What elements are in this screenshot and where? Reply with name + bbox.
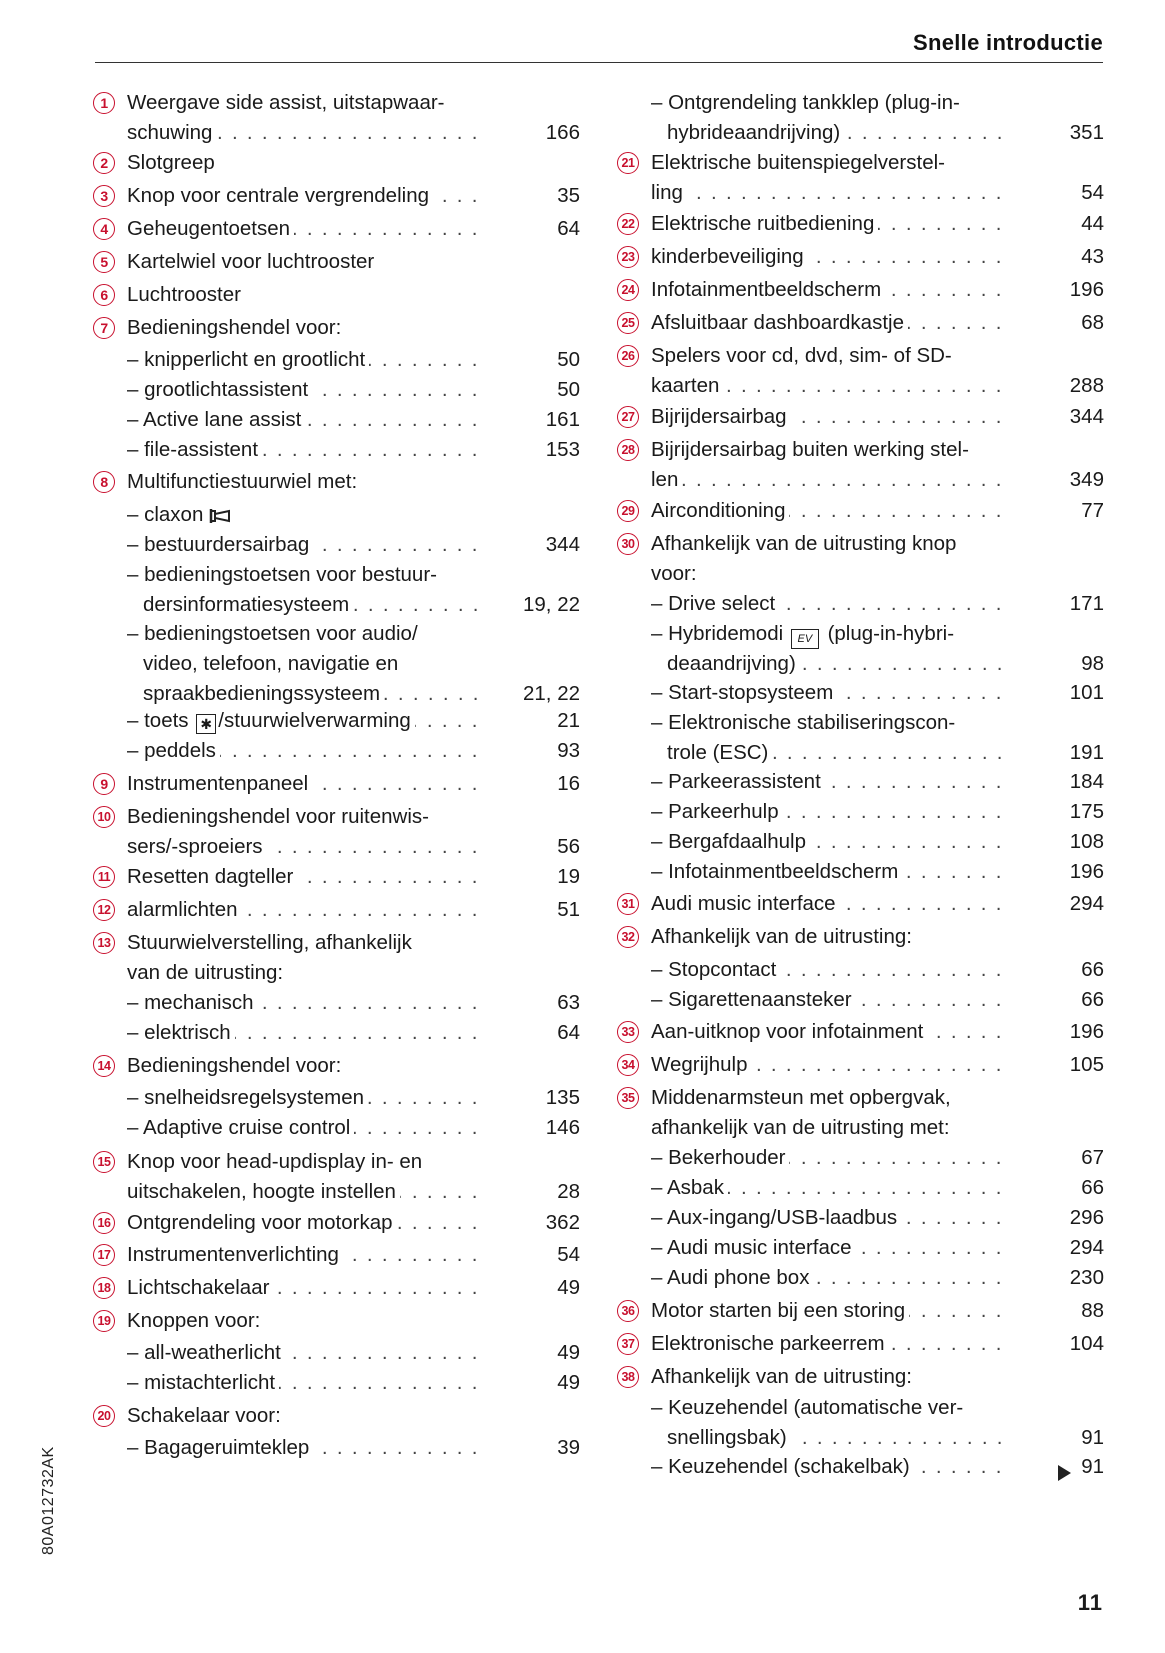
page-reference: 344	[1069, 405, 1104, 428]
entry-label: Bedieningshendel voor:	[127, 316, 345, 339]
page-reference: 77	[1081, 499, 1104, 522]
index-subentry	[617, 1203, 1104, 1233]
index-subentry	[93, 988, 580, 1018]
page-reference: 153	[545, 438, 580, 461]
callout-number-icon: 19	[93, 1310, 115, 1332]
callout-number-icon: 16	[93, 1212, 115, 1234]
page-reference: 16	[557, 772, 580, 795]
entry-label: – Ontgrendeling tankklep (plug-in-	[651, 91, 964, 114]
entry-label: – Active lane assist	[127, 408, 305, 431]
index-entry	[93, 214, 580, 244]
entry-label: – Adaptive cruise control	[127, 1116, 354, 1139]
index-subentry	[93, 619, 580, 709]
index-subentry	[93, 560, 580, 620]
index-subentry	[617, 1452, 1104, 1482]
index-entry	[617, 496, 1104, 526]
entry-label: – Parkeerassistent	[651, 770, 825, 793]
entry-label: trole (ESC)	[667, 741, 772, 764]
page-reference: 49	[557, 1371, 580, 1394]
index-subentry	[93, 1083, 580, 1113]
entry-label: Weergave side assist, uitstapwaar-	[127, 91, 449, 114]
entry-label: Ontgrendeling voor motorkap	[127, 1211, 397, 1234]
index-entry	[617, 148, 1104, 208]
callout-number-icon: 15	[93, 1151, 115, 1173]
page-reference: 19, 22	[523, 593, 580, 616]
callout-number-icon: 20	[93, 1405, 115, 1427]
index-subentry	[93, 435, 580, 465]
callout-number-icon: 13	[93, 932, 115, 954]
index-subentry	[93, 500, 580, 530]
entry-label: Infotainmentbeeldscherm	[651, 278, 885, 301]
callout-number-icon: 14	[93, 1055, 115, 1077]
page-reference: 68	[1081, 311, 1104, 334]
entry-label: – grootlichtassistent	[127, 378, 312, 401]
entry-label: hybrideaandrijving)	[667, 121, 844, 144]
page-reference: 349	[1069, 468, 1104, 491]
entry-label: snellingsbak)	[667, 1426, 791, 1449]
page-reference: 196	[1069, 1020, 1104, 1043]
page-reference: 54	[557, 1243, 580, 1266]
callout-number-icon: 2	[93, 152, 115, 174]
entry-label: – Audi phone box	[651, 1266, 813, 1289]
entry-label: Knoppen voor:	[127, 1309, 264, 1332]
index-entry	[93, 280, 580, 310]
callout-number-icon: 4	[93, 218, 115, 240]
index-subentry	[617, 797, 1104, 827]
index-subentry	[617, 767, 1104, 797]
index-entry	[617, 435, 1104, 495]
index-entry	[93, 88, 580, 148]
index-subentry	[93, 706, 580, 736]
entry-label: – Hybridemodi EV (plug-in-hybri-	[651, 622, 958, 645]
entry-label: ling	[651, 181, 687, 204]
callout-number-icon: 34	[617, 1054, 639, 1076]
index-entry	[617, 889, 1104, 919]
entry-label: Slotgreep	[127, 151, 219, 174]
entry-label: – all-weatherlicht	[127, 1341, 285, 1364]
callout-number-icon: 38	[617, 1366, 639, 1388]
index-subentry	[617, 857, 1104, 887]
page-reference: 54	[1081, 181, 1104, 204]
index-subentry	[93, 375, 580, 405]
entry-label: – snelheidsregelsystemen	[127, 1086, 368, 1109]
page-reference: 91	[1081, 1426, 1104, 1449]
callout-number-icon: 21	[617, 152, 639, 174]
index-subentry	[93, 1368, 580, 1398]
entry-label: Bijrijdersairbag buiten werking stel-	[651, 438, 973, 461]
page-reference: 146	[545, 1116, 580, 1139]
index-entry	[93, 1401, 580, 1431]
index-subentry	[93, 1433, 580, 1463]
page-reference: 104	[1069, 1332, 1104, 1355]
index-entry	[617, 1329, 1104, 1359]
page-reference: 296	[1069, 1206, 1104, 1229]
page-reference: 44	[1081, 212, 1104, 235]
entry-label: Afhankelijk van de uitrusting knop	[651, 532, 960, 555]
index-subentry	[617, 589, 1104, 619]
callout-number-icon: 24	[617, 279, 639, 301]
index-entry	[93, 467, 580, 497]
continue-arrow-icon	[1058, 1465, 1071, 1481]
index-subentry	[93, 345, 580, 375]
entry-label: – Elektronische stabiliseringscon-	[651, 711, 959, 734]
callout-number-icon: 17	[93, 1244, 115, 1266]
entry-label: Bijrijdersairbag	[651, 405, 791, 428]
index-entry	[93, 247, 580, 277]
index-entry	[93, 862, 580, 892]
callout-number-icon: 29	[617, 500, 639, 522]
page-reference: 230	[1069, 1266, 1104, 1289]
entry-label: Luchtrooster	[127, 283, 245, 306]
index-subentry	[617, 1233, 1104, 1263]
callout-number-icon: 22	[617, 213, 639, 235]
index-entry	[617, 341, 1104, 401]
index-entry	[617, 209, 1104, 239]
page-reference: 66	[1081, 1176, 1104, 1199]
index-subentry	[617, 88, 1104, 148]
page-reference: 294	[1069, 892, 1104, 915]
entry-label: afhankelijk van de uitrusting met:	[651, 1116, 954, 1139]
page-reference: 196	[1069, 278, 1104, 301]
page-reference: 63	[557, 991, 580, 1014]
callout-number-icon: 23	[617, 246, 639, 268]
callout-number-icon: 10	[93, 806, 115, 828]
page-reference: 66	[1081, 988, 1104, 1011]
callout-number-icon: 9	[93, 773, 115, 795]
entry-label: – Bekerhouder	[651, 1146, 789, 1169]
page-reference: 362	[545, 1211, 580, 1234]
entry-label: Knop voor centrale vergrendeling	[127, 184, 433, 207]
ev-mode-icon: EV	[791, 629, 819, 649]
entry-label: Afhankelijk van de uitrusting:	[651, 1365, 916, 1388]
page-reference: 21, 22	[523, 682, 580, 705]
index-subentry	[617, 1263, 1104, 1293]
entry-label: – mistachterlicht	[127, 1371, 279, 1394]
page-reference: 98	[1081, 652, 1104, 675]
page-reference: 56	[557, 835, 580, 858]
entry-label: Multifunctiestuurwiel met:	[127, 470, 361, 493]
index-subentry	[617, 678, 1104, 708]
entry-label: schuwing	[127, 121, 216, 144]
entry-label: Instrumentenpaneel	[127, 772, 312, 795]
page-reference: 175	[1069, 800, 1104, 823]
index-entry	[617, 308, 1104, 338]
callout-number-icon: 37	[617, 1333, 639, 1355]
callout-number-icon: 18	[93, 1277, 115, 1299]
entry-label: Knop voor head-updisplay in- en	[127, 1150, 426, 1173]
entry-label: – Sigarettenaansteker	[651, 988, 856, 1011]
index-entry	[617, 922, 1104, 952]
index-subentry	[617, 827, 1104, 857]
index-entry	[93, 1147, 580, 1207]
page-reference: 19	[557, 865, 580, 888]
entry-label: – claxon	[127, 503, 237, 526]
callout-number-icon: 3	[93, 185, 115, 207]
index-entry	[617, 275, 1104, 305]
entry-label: Instrumentenverlichting	[127, 1243, 343, 1266]
callout-number-icon: 27	[617, 406, 639, 428]
page-reference: 108	[1069, 830, 1104, 853]
entry-label: Afhankelijk van de uitrusting:	[651, 925, 916, 948]
index-entry	[93, 1240, 580, 1270]
entry-label: – Aux-ingang/USB-laadbus	[651, 1206, 901, 1229]
entry-label: video, telefoon, navigatie en	[143, 652, 402, 675]
index-subentry	[617, 708, 1104, 768]
entry-label: – bedieningstoetsen voor bestuur-	[127, 563, 441, 586]
index-entry	[617, 1362, 1104, 1392]
index-entry	[93, 1273, 580, 1303]
index-subentry	[93, 1018, 580, 1048]
entry-label: alarmlichten	[127, 898, 242, 921]
index-entry	[617, 402, 1104, 432]
entry-label: len	[651, 468, 682, 491]
callout-number-icon: 8	[93, 471, 115, 493]
entry-label: van de uitrusting:	[127, 961, 287, 984]
page-reference: 21	[557, 709, 580, 732]
entry-label: Elektronische parkeerrem	[651, 1332, 889, 1355]
page-reference: 39	[557, 1436, 580, 1459]
entry-label: dersinformatiesysteem	[143, 593, 353, 616]
entry-label: – knipperlicht en grootlicht	[127, 348, 369, 371]
entry-label: kinderbeveiliging	[651, 245, 808, 268]
entry-label: Elektrische buitenspiegelverstel-	[651, 151, 949, 174]
entry-label: – Stopcontact	[651, 958, 780, 981]
callout-number-icon: 25	[617, 312, 639, 334]
index-entry	[93, 895, 580, 925]
page-reference: 294	[1069, 1236, 1104, 1259]
entry-label: spraakbedieningssysteem	[143, 682, 384, 705]
page-reference: 184	[1069, 770, 1104, 793]
page-reference: 49	[557, 1276, 580, 1299]
entry-label: – elektrisch	[127, 1021, 235, 1044]
page-reference: 135	[545, 1086, 580, 1109]
entry-label: Afsluitbaar dashboardkastje	[651, 311, 908, 334]
entry-label: Kartelwiel voor luchtrooster	[127, 250, 378, 273]
index-entry	[617, 242, 1104, 272]
page-reference: 191	[1069, 741, 1104, 764]
page-number: 11	[1077, 1590, 1103, 1615]
entry-label: Wegrijhulp	[651, 1053, 751, 1076]
entry-label: – bestuurdersairbag	[127, 533, 313, 556]
entry-label: – bedieningstoetsen voor audio/	[127, 622, 422, 645]
entry-label: – Audi music interface	[651, 1236, 856, 1259]
page-reference: 93	[557, 739, 580, 762]
entry-label: sers/-sproeiers	[127, 835, 267, 858]
page-reference: 166	[545, 121, 580, 144]
entry-label: – toets ✱ /stuurwielverwarming	[127, 709, 415, 732]
leader-dots	[651, 465, 1009, 495]
index-subentry	[617, 1393, 1104, 1453]
page-reference: 64	[557, 217, 580, 240]
index-subentry	[617, 1173, 1104, 1203]
index-entry	[617, 1296, 1104, 1326]
page-reference: 101	[1069, 681, 1104, 704]
entry-label: Geheugentoetsen	[127, 217, 294, 240]
entry-label: Spelers voor cd, dvd, sim- of SD-	[651, 344, 956, 367]
entry-label: – Bagageruimteklep	[127, 1436, 313, 1459]
callout-number-icon: 7	[93, 317, 115, 339]
page-reference: 91	[1081, 1455, 1104, 1478]
page-reference: 50	[557, 348, 580, 371]
entry-label: Elektrische ruitbediening	[651, 212, 878, 235]
index-entry	[93, 148, 580, 178]
page-reference: 28	[557, 1180, 580, 1203]
steering-heat-icon: ✱	[196, 714, 216, 734]
index-entry	[617, 529, 1104, 589]
callout-number-icon: 28	[617, 439, 639, 461]
callout-number-icon: 12	[93, 899, 115, 921]
page-reference: 35	[557, 184, 580, 207]
callout-number-icon: 32	[617, 926, 639, 948]
index-subentry	[617, 955, 1104, 985]
entry-label: Airconditioning	[651, 499, 789, 522]
page-reference: 43	[1081, 245, 1104, 268]
entry-label: Resetten dagteller	[127, 865, 297, 888]
entry-label: – Infotainmentbeeldscherm	[651, 860, 902, 883]
entry-label: Motor starten bij een storing	[651, 1299, 909, 1322]
page-reference: 344	[545, 533, 580, 556]
index-entry	[93, 928, 580, 988]
index-entry	[93, 769, 580, 799]
callout-number-icon: 35	[617, 1087, 639, 1109]
entry-label: – Asbak	[651, 1176, 728, 1199]
entry-label: Audi music interface	[651, 892, 840, 915]
index-subentry	[617, 985, 1104, 1015]
entry-label: – Bergafdaalhulp	[651, 830, 810, 853]
index-entry	[617, 1017, 1104, 1047]
entry-label: Aan-uitknop voor infotainment	[651, 1020, 927, 1043]
page-reference: 88	[1081, 1299, 1104, 1322]
index-entry	[93, 181, 580, 211]
index-subentry	[93, 405, 580, 435]
entry-label: Bedieningshendel voor ruitenwis-	[127, 805, 433, 828]
callout-number-icon: 36	[617, 1300, 639, 1322]
entry-label: – Drive select	[651, 592, 779, 615]
callout-number-icon: 26	[617, 345, 639, 367]
entry-label: Middenarmsteun met opbergvak,	[651, 1086, 955, 1109]
index-entry	[93, 1051, 580, 1081]
entry-label: kaarten	[651, 374, 723, 397]
index-entry	[93, 802, 580, 862]
index-subentry	[93, 1338, 580, 1368]
callout-number-icon: 33	[617, 1021, 639, 1043]
index-subentry	[93, 736, 580, 766]
callout-number-icon: 30	[617, 533, 639, 555]
index-subentry	[617, 1143, 1104, 1173]
page-reference: 171	[1069, 592, 1104, 615]
page-reference: 49	[557, 1341, 580, 1364]
page-reference: 51	[557, 898, 580, 921]
leader-dots	[651, 178, 1009, 208]
page-reference: 288	[1069, 374, 1104, 397]
header-rule	[95, 62, 1103, 63]
entry-label: – file-assistent	[127, 438, 262, 461]
callout-number-icon: 6	[93, 284, 115, 306]
horn-icon	[209, 508, 233, 524]
callout-number-icon: 5	[93, 251, 115, 273]
document-code: 80A012732AK	[40, 1446, 57, 1555]
entry-label: deaandrijving)	[667, 652, 800, 675]
entry-label: – Parkeerhulp	[651, 800, 783, 823]
callout-number-icon: 31	[617, 893, 639, 915]
page-reference: 161	[545, 408, 580, 431]
index-entry	[617, 1083, 1104, 1143]
entry-label: Schakelaar voor:	[127, 1404, 285, 1427]
index-entry	[93, 313, 580, 343]
index-entry	[617, 1050, 1104, 1080]
index-entry	[93, 1306, 580, 1336]
entry-label: voor:	[651, 562, 701, 585]
callout-number-icon: 1	[93, 92, 115, 114]
page-reference: 64	[557, 1021, 580, 1044]
callout-number-icon: 11	[93, 866, 115, 888]
page-reference: 67	[1081, 1146, 1104, 1169]
page-reference: 66	[1081, 958, 1104, 981]
page-reference: 351	[1069, 121, 1104, 144]
index-subentry	[93, 530, 580, 560]
entry-label: Stuurwielverstelling, afhankelijk	[127, 931, 416, 954]
index-subentry	[93, 1113, 580, 1143]
entry-label: Lichtschakelaar	[127, 1276, 273, 1299]
entry-label: – Keuzehendel (automatische ver-	[651, 1396, 967, 1419]
page-reference: 196	[1069, 860, 1104, 883]
entry-label: – peddels	[127, 739, 220, 762]
entry-label: Bedieningshendel voor:	[127, 1054, 345, 1077]
entry-label: – Keuzehendel (schakelbak)	[651, 1455, 914, 1478]
entry-label: uitschakelen, hoogte instellen	[127, 1180, 400, 1203]
index-entry	[93, 1208, 580, 1238]
index-subentry	[617, 619, 1104, 679]
entry-label: – mechanisch	[127, 991, 257, 1014]
page-reference: 50	[557, 378, 580, 401]
page-reference: 105	[1069, 1053, 1104, 1076]
entry-label: – Start-stopsysteem	[651, 681, 837, 704]
page-title: Snelle introductie	[913, 30, 1103, 55]
